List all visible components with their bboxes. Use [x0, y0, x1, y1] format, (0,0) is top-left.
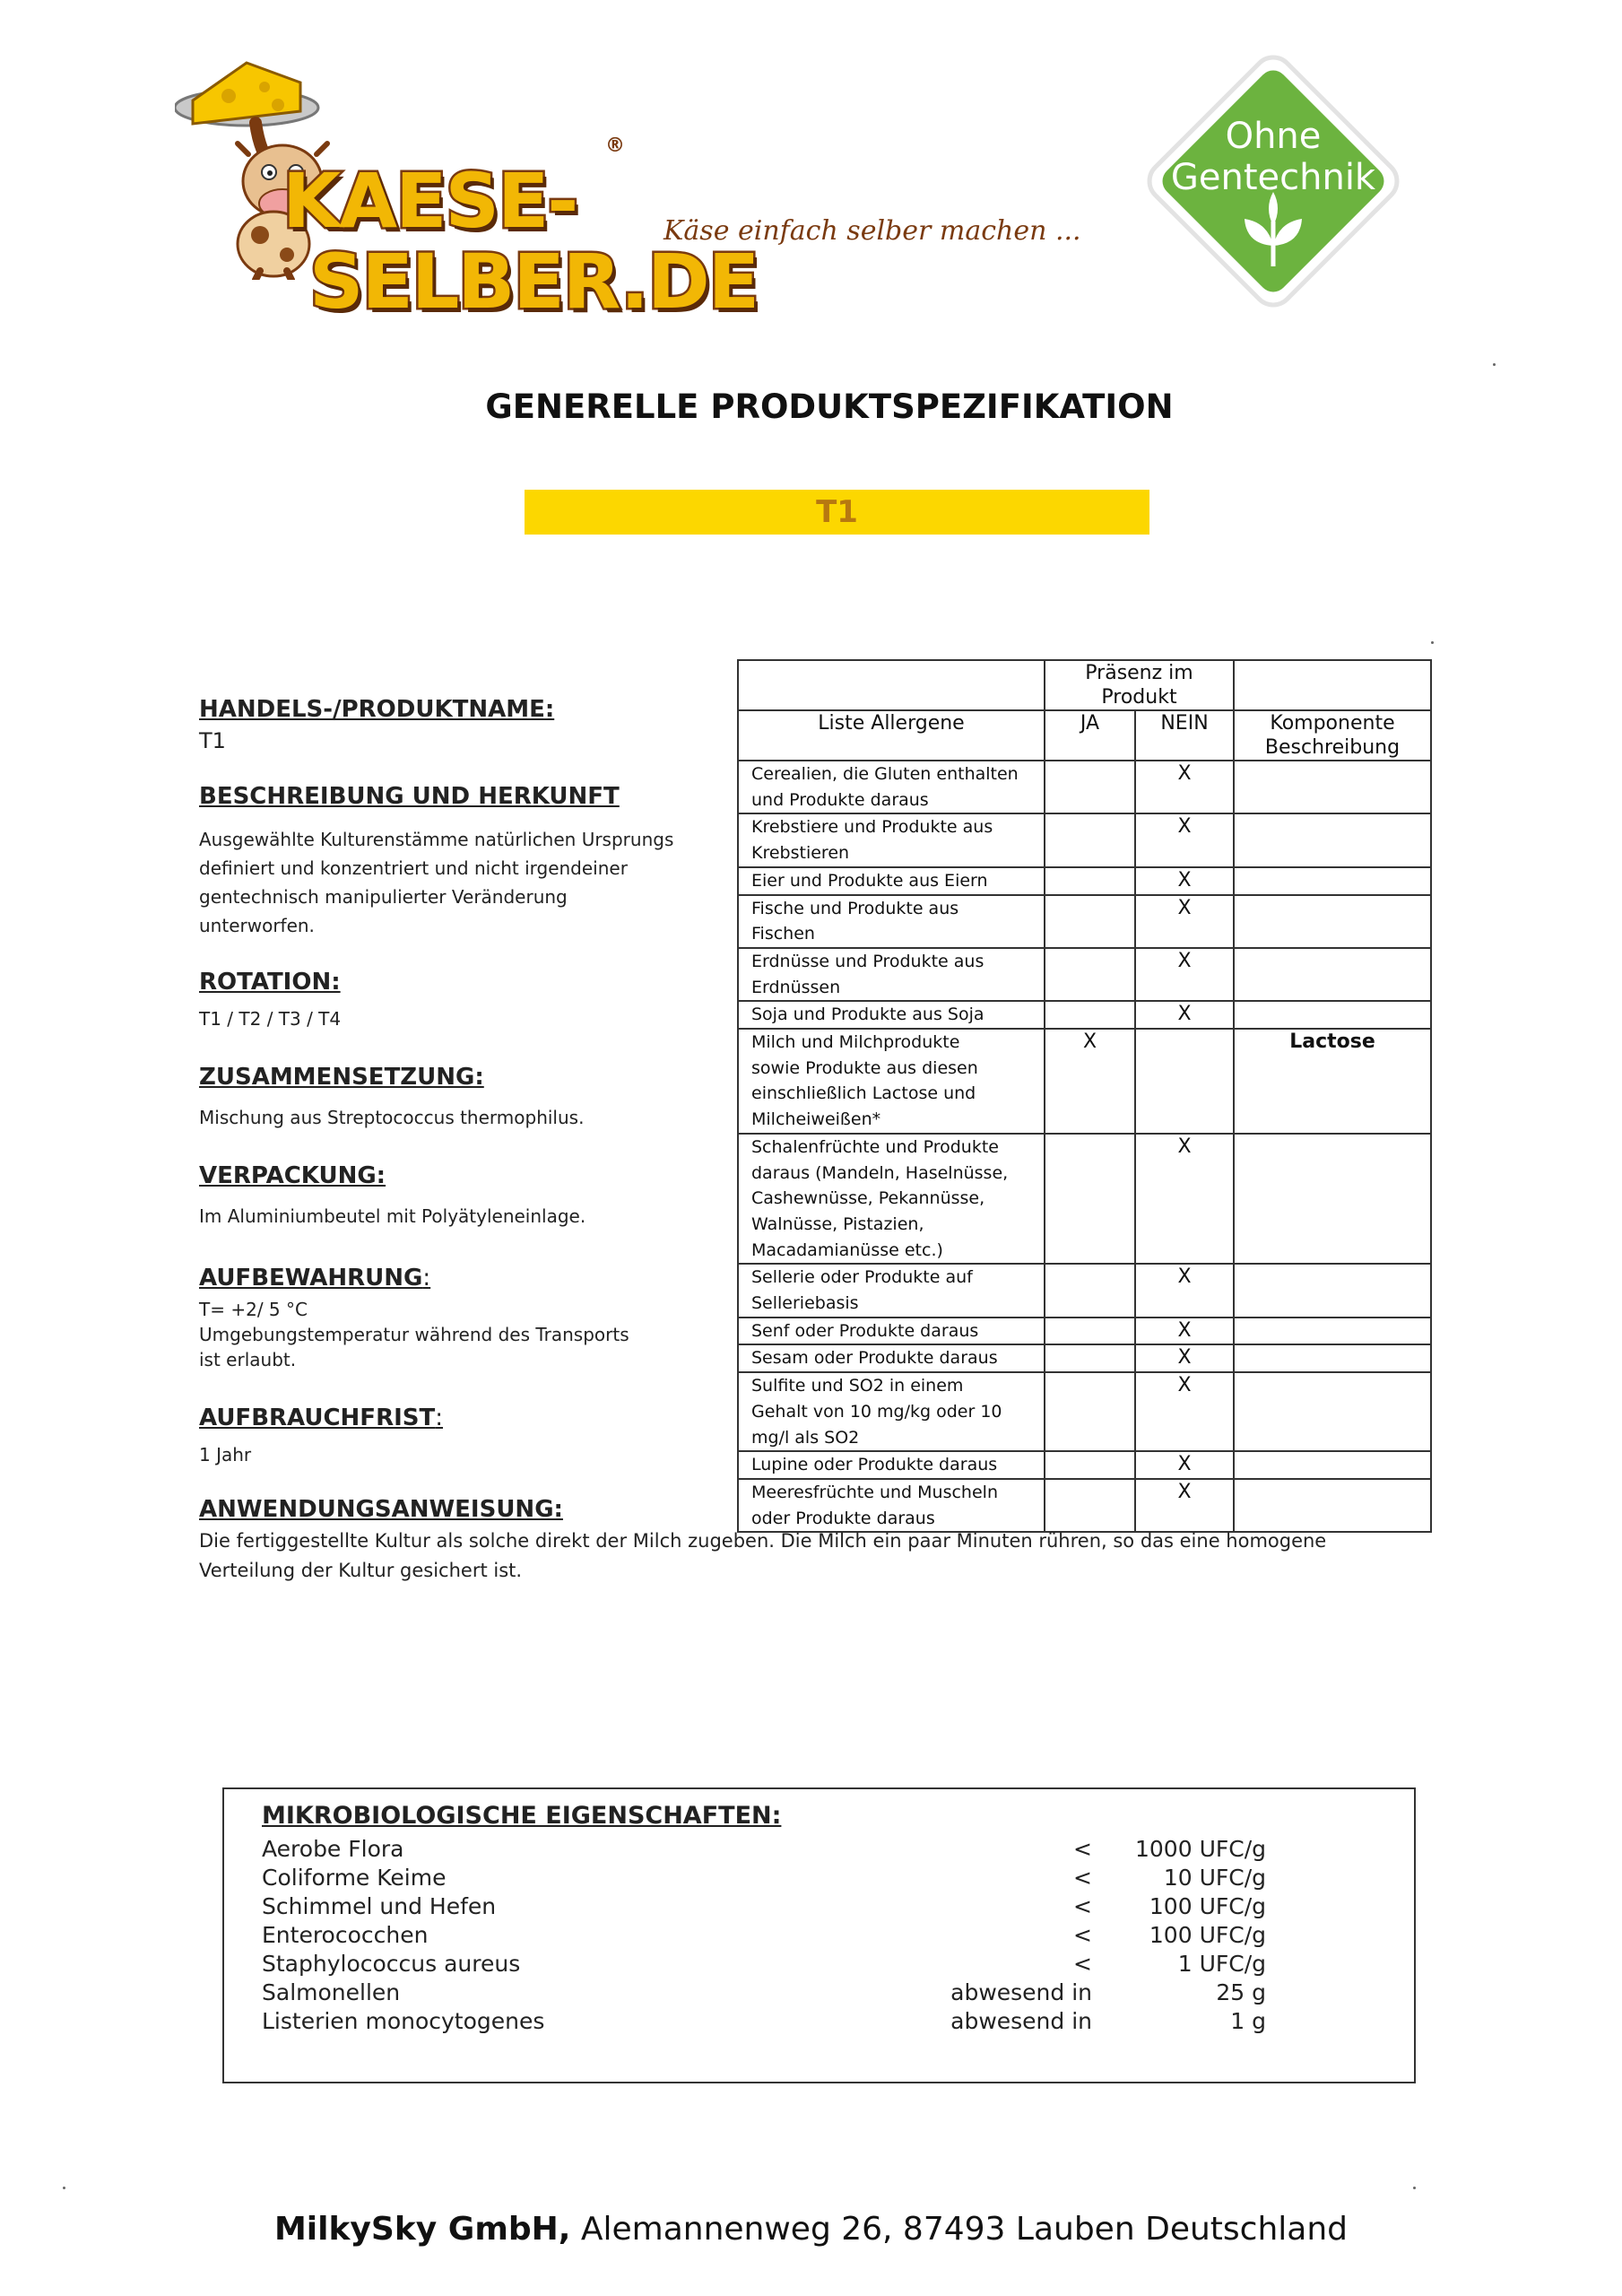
- ja-cell: [1045, 761, 1135, 813]
- ja-cell: [1045, 1318, 1135, 1345]
- allergen-name-line: Krebstieren: [751, 843, 850, 864]
- micro-limit: 100 UFC/g: [1149, 1893, 1266, 1919]
- nein-cell: X: [1135, 1451, 1234, 1479]
- component-cell: [1234, 813, 1431, 866]
- micro-name: Enterococchen: [262, 1922, 429, 1948]
- micro-limit: 100 UFC/g: [1149, 1922, 1266, 1948]
- product-code-banner: T1: [525, 490, 1149, 535]
- allergen-rows: [738, 761, 1431, 1532]
- ja-cell: [1045, 1451, 1135, 1479]
- scan-speck: [1413, 2187, 1416, 2189]
- ja-cell: [1045, 1001, 1135, 1029]
- ja-cell: [1045, 1479, 1135, 1532]
- kaese-selber-logo[interactable]: [175, 56, 759, 326]
- rotation-value: T1 / T2 / T3 / T4: [199, 1008, 342, 1030]
- allergen-name: [738, 895, 1045, 948]
- allergen-name-line: Sesam oder Produkte daraus: [751, 1348, 998, 1369]
- allergen-name-line: Selleriebasis: [751, 1293, 859, 1314]
- component-cell: [1234, 761, 1431, 813]
- allergen-name-line: Lupine oder Produkte daraus: [751, 1455, 998, 1475]
- allergen-name-line: mg/l als SO2: [751, 1427, 860, 1448]
- nein-cell: X: [1135, 948, 1234, 1001]
- microbiology-row: [262, 1979, 1392, 2008]
- allergen-name: [738, 867, 1045, 895]
- allergen-name-line: Sellerie oder Produkte auf: [751, 1267, 973, 1288]
- allergen-name-line: Eier und Produkte aus Eiern: [751, 870, 988, 891]
- nein-cell: X: [1135, 895, 1234, 948]
- table-row: [738, 1372, 1431, 1451]
- brand-line-1: KAESE-: [282, 157, 577, 245]
- table-header-empty: [738, 660, 1045, 710]
- ohne-gentechnik-badge: [1139, 47, 1408, 316]
- ja-cell: [1045, 867, 1135, 895]
- presence-header-line-1: Präsenz im: [1085, 662, 1193, 684]
- shelf-life-heading-text: AUFBRAUCHFRIST: [199, 1405, 436, 1431]
- ja-cell: [1045, 1372, 1135, 1451]
- ja-cell: [1045, 1344, 1135, 1372]
- allergen-table: [737, 659, 1432, 1533]
- nein-cell: X: [1135, 1318, 1234, 1345]
- ja-cell: [1045, 1134, 1135, 1265]
- allergen-name-line: einschließlich Lactose und: [751, 1083, 976, 1104]
- component-header-line-1: Komponente: [1270, 712, 1395, 735]
- allergen-name: [738, 1344, 1045, 1372]
- allergen-name-line: Krebstiere und Produkte aus: [751, 817, 993, 838]
- allergen-name: [738, 1372, 1045, 1451]
- storage-line-1: T= +2/ 5 °C: [199, 1299, 308, 1320]
- packaging-value: Im Aluminiumbeutel mit Polyätyleneinlage.: [199, 1205, 586, 1227]
- component-cell: [1234, 1372, 1431, 1451]
- component-cell: [1234, 1479, 1431, 1532]
- nein-cell: X: [1135, 761, 1234, 813]
- ja-cell: [1045, 895, 1135, 948]
- table-row: [738, 1134, 1431, 1265]
- micro-comparator: abwesend in: [950, 1979, 1092, 2005]
- microbiology-box: [222, 1787, 1416, 2083]
- nein-cell: X: [1135, 1479, 1234, 1532]
- storage-line-2: Umgebungstemperatur während des Transports: [199, 1324, 629, 1345]
- allergen-name-line: Senf oder Produkte daraus: [751, 1320, 979, 1341]
- table-row: [738, 867, 1431, 895]
- micro-name: Coliforme Keime: [262, 1865, 447, 1891]
- table-row: [738, 761, 1431, 813]
- brand-tagline: Käse einfach selber machen ...: [664, 215, 1081, 247]
- component-cell: [1234, 1318, 1431, 1345]
- micro-limit: 25 g: [1216, 1979, 1266, 2005]
- component-header: [1234, 710, 1431, 761]
- allergen-name-line: Walnüsse, Pistazien,: [751, 1213, 924, 1234]
- table-row: [738, 1344, 1431, 1372]
- ja-header: JA: [1045, 710, 1135, 761]
- allergen-name: [738, 1451, 1045, 1479]
- component-cell: Lactose: [1234, 1029, 1431, 1134]
- micro-limit: 10 UFC/g: [1163, 1865, 1266, 1891]
- usage-text: [199, 1526, 1436, 1586]
- micro-comparator: <: [1073, 1893, 1092, 1919]
- shelf-life-value: 1 Jahr: [199, 1444, 252, 1465]
- allergen-name-line: oder Produkte daraus: [751, 1508, 935, 1528]
- allergen-name-line: sowie Produkte aus diesen: [751, 1057, 978, 1078]
- micro-name: Schimmel und Hefen: [262, 1893, 497, 1919]
- allergen-name: [738, 1029, 1045, 1134]
- product-name-value: T1: [199, 728, 226, 753]
- microbiology-row: [262, 1951, 1392, 1979]
- allergen-name-line: Milcheiweißen*: [751, 1109, 881, 1130]
- nein-cell: X: [1135, 867, 1234, 895]
- page-title: GENERELLE PRODUKTSPEZIFIKATION: [485, 387, 1174, 426]
- table-row: [738, 1451, 1431, 1479]
- allergen-name-line: Fischen: [751, 924, 815, 944]
- ja-cell: [1045, 948, 1135, 1001]
- microbiology-row: [262, 1865, 1392, 1893]
- allergen-name-line: und Produkte daraus: [751, 789, 929, 810]
- presence-header-line-2: Produkt: [1101, 686, 1177, 709]
- company-address: Alemannenweg 26, 87493 Lauben Deutschland: [570, 2211, 1348, 2248]
- micro-limit: 1000 UFC/g: [1135, 1836, 1266, 1862]
- shelf-life-heading-colon: :: [435, 1405, 443, 1431]
- micro-comparator: abwesend in: [950, 2008, 1092, 2034]
- allergen-name-line: daraus (Mandeln, Haselnüsse,: [751, 1162, 1009, 1183]
- component-cell: [1234, 1451, 1431, 1479]
- footer-address: [0, 2211, 1622, 2248]
- table-row: [738, 1029, 1431, 1134]
- micro-name: Listerien monocytogenes: [262, 2008, 545, 2034]
- allergen-name-line: Schalenfrüchte und Produkte: [751, 1136, 999, 1157]
- microbiology-rows: [262, 1836, 1392, 2037]
- microbiology-title: MIKROBIOLOGISCHE EIGENSCHAFTEN:: [262, 1802, 782, 1830]
- allergen-name-line: Milch und Milchprodukte: [751, 1032, 960, 1053]
- composition-value: Mischung aus Streptococcus thermophilus.: [199, 1107, 585, 1128]
- allergen-name-line: Sulfite und SO2 in einem: [751, 1376, 964, 1396]
- allergen-name: [738, 761, 1045, 813]
- description-heading: BESCHREIBUNG UND HERKUNFT: [199, 783, 620, 810]
- micro-comparator: <: [1073, 1865, 1092, 1891]
- allergen-name: [738, 1479, 1045, 1532]
- component-cell: [1234, 1344, 1431, 1372]
- storage-heading: [199, 1265, 430, 1292]
- description-line-1: Ausgewählte Kulturenstämme natürlichen Ursprungs: [199, 829, 674, 850]
- ja-cell: X: [1045, 1029, 1135, 1134]
- micro-name: Salmonellen: [262, 1979, 401, 2005]
- usage-heading: ANWENDUNGSANWEISUNG:: [199, 1496, 563, 1523]
- nein-cell: X: [1135, 1344, 1234, 1372]
- micro-comparator: <: [1073, 1922, 1092, 1948]
- microbiology-row: [262, 1922, 1392, 1951]
- component-cell: [1234, 867, 1431, 895]
- allergen-name-line: Cashewnüsse, Pekannüsse,: [751, 1188, 985, 1209]
- presence-header: [1045, 660, 1234, 710]
- microbiology-row: [262, 1836, 1392, 1865]
- allergen-name: [738, 948, 1045, 1001]
- description-line-4: unterworfen.: [199, 915, 315, 936]
- nein-cell: X: [1135, 813, 1234, 866]
- micro-limit: 1 UFC/g: [1177, 1951, 1266, 1977]
- table-row: [738, 895, 1431, 948]
- shelf-life-heading: [199, 1405, 443, 1431]
- table-row: [738, 1264, 1431, 1317]
- micro-name: Aerobe Flora: [262, 1836, 404, 1862]
- storage-line-3: ist erlaubt.: [199, 1349, 297, 1370]
- table-row: [738, 1479, 1431, 1532]
- rotation-heading: ROTATION:: [199, 969, 341, 996]
- micro-comparator: <: [1073, 1836, 1092, 1862]
- scan-speck: [1493, 363, 1496, 366]
- table-row: [738, 1001, 1431, 1029]
- component-header-line-2: Beschreibung: [1264, 736, 1401, 759]
- ja-cell: [1045, 813, 1135, 866]
- allergen-name-line: Gehalt von 10 mg/kg oder 10: [751, 1401, 1002, 1422]
- company-name: MilkySky GmbH,: [273, 2211, 571, 2248]
- allergen-name: [738, 1318, 1045, 1345]
- component-cell: [1234, 1264, 1431, 1317]
- nein-cell: [1135, 1029, 1234, 1134]
- badge-line-2: Gentechnik: [1170, 157, 1376, 198]
- registered-mark: ®: [605, 135, 625, 157]
- allergen-name-line: Soja und Produkte aus Soja: [751, 1004, 984, 1025]
- table-row: [738, 948, 1431, 1001]
- description-line-3: gentechnisch manipulierter Veränderung: [199, 886, 568, 908]
- table-row: [738, 813, 1431, 866]
- scan-speck: [63, 2187, 65, 2189]
- product-name-heading: HANDELS-/PRODUKTNAME:: [199, 696, 555, 723]
- usage-line-2: Verteilung der Kultur gesichert ist.: [199, 1560, 523, 1581]
- nein-cell: X: [1135, 1372, 1234, 1451]
- packaging-heading: VERPACKUNG:: [199, 1162, 386, 1189]
- allergen-list-header: Liste Allergene: [738, 710, 1045, 761]
- nein-header: NEIN: [1135, 710, 1234, 761]
- component-cell: [1234, 895, 1431, 948]
- allergen-name-line: Meeresfrüchte und Muscheln: [751, 1482, 998, 1502]
- allergen-name-line: Erdnüssen: [751, 977, 841, 997]
- table-row: [738, 1318, 1431, 1345]
- microbiology-row: [262, 1893, 1392, 1922]
- scan-speck: [1431, 641, 1434, 644]
- allergen-name: [738, 813, 1045, 866]
- allergen-name-line: Macadamianüsse etc.): [751, 1239, 943, 1260]
- allergen-name: [738, 1134, 1045, 1265]
- micro-limit: 1 g: [1230, 2008, 1266, 2034]
- composition-heading: ZUSAMMENSETZUNG:: [199, 1064, 484, 1091]
- storage-heading-colon: :: [422, 1265, 431, 1292]
- table-header-empty-right: [1234, 660, 1431, 710]
- ja-cell: [1045, 1264, 1135, 1317]
- brand-line-2: SELBER.DE: [309, 238, 759, 326]
- description-line-2: definiert und konzentriert und nicht irgendeiner: [199, 857, 628, 879]
- allergen-name: [738, 1001, 1045, 1029]
- micro-name: Staphylococcus aureus: [262, 1951, 521, 1977]
- allergen-name-line: Cerealien, die Gluten enthalten: [751, 764, 1019, 784]
- nein-cell: X: [1135, 1001, 1234, 1029]
- usage-line-1: Die fertiggestellte Kultur als solche direkt der Milch zugeben. Die Milch ein paar Minuten rühren, so das eine homogene: [199, 1530, 1327, 1552]
- microbiology-row: [262, 2008, 1392, 2037]
- allergen-name: [738, 1264, 1045, 1317]
- component-cell: [1234, 948, 1431, 1001]
- micro-comparator: <: [1073, 1951, 1092, 1977]
- allergen-name-line: Erdnüsse und Produkte aus: [751, 951, 984, 971]
- component-cell: [1234, 1001, 1431, 1029]
- nein-cell: X: [1135, 1134, 1234, 1265]
- component-cell: [1234, 1134, 1431, 1265]
- badge-line-1: Ohne: [1225, 116, 1322, 157]
- nein-cell: X: [1135, 1264, 1234, 1317]
- storage-heading-text: AUFBEWAHRUNG: [199, 1265, 423, 1292]
- allergen-name-line: Fische und Produkte aus: [751, 898, 959, 918]
